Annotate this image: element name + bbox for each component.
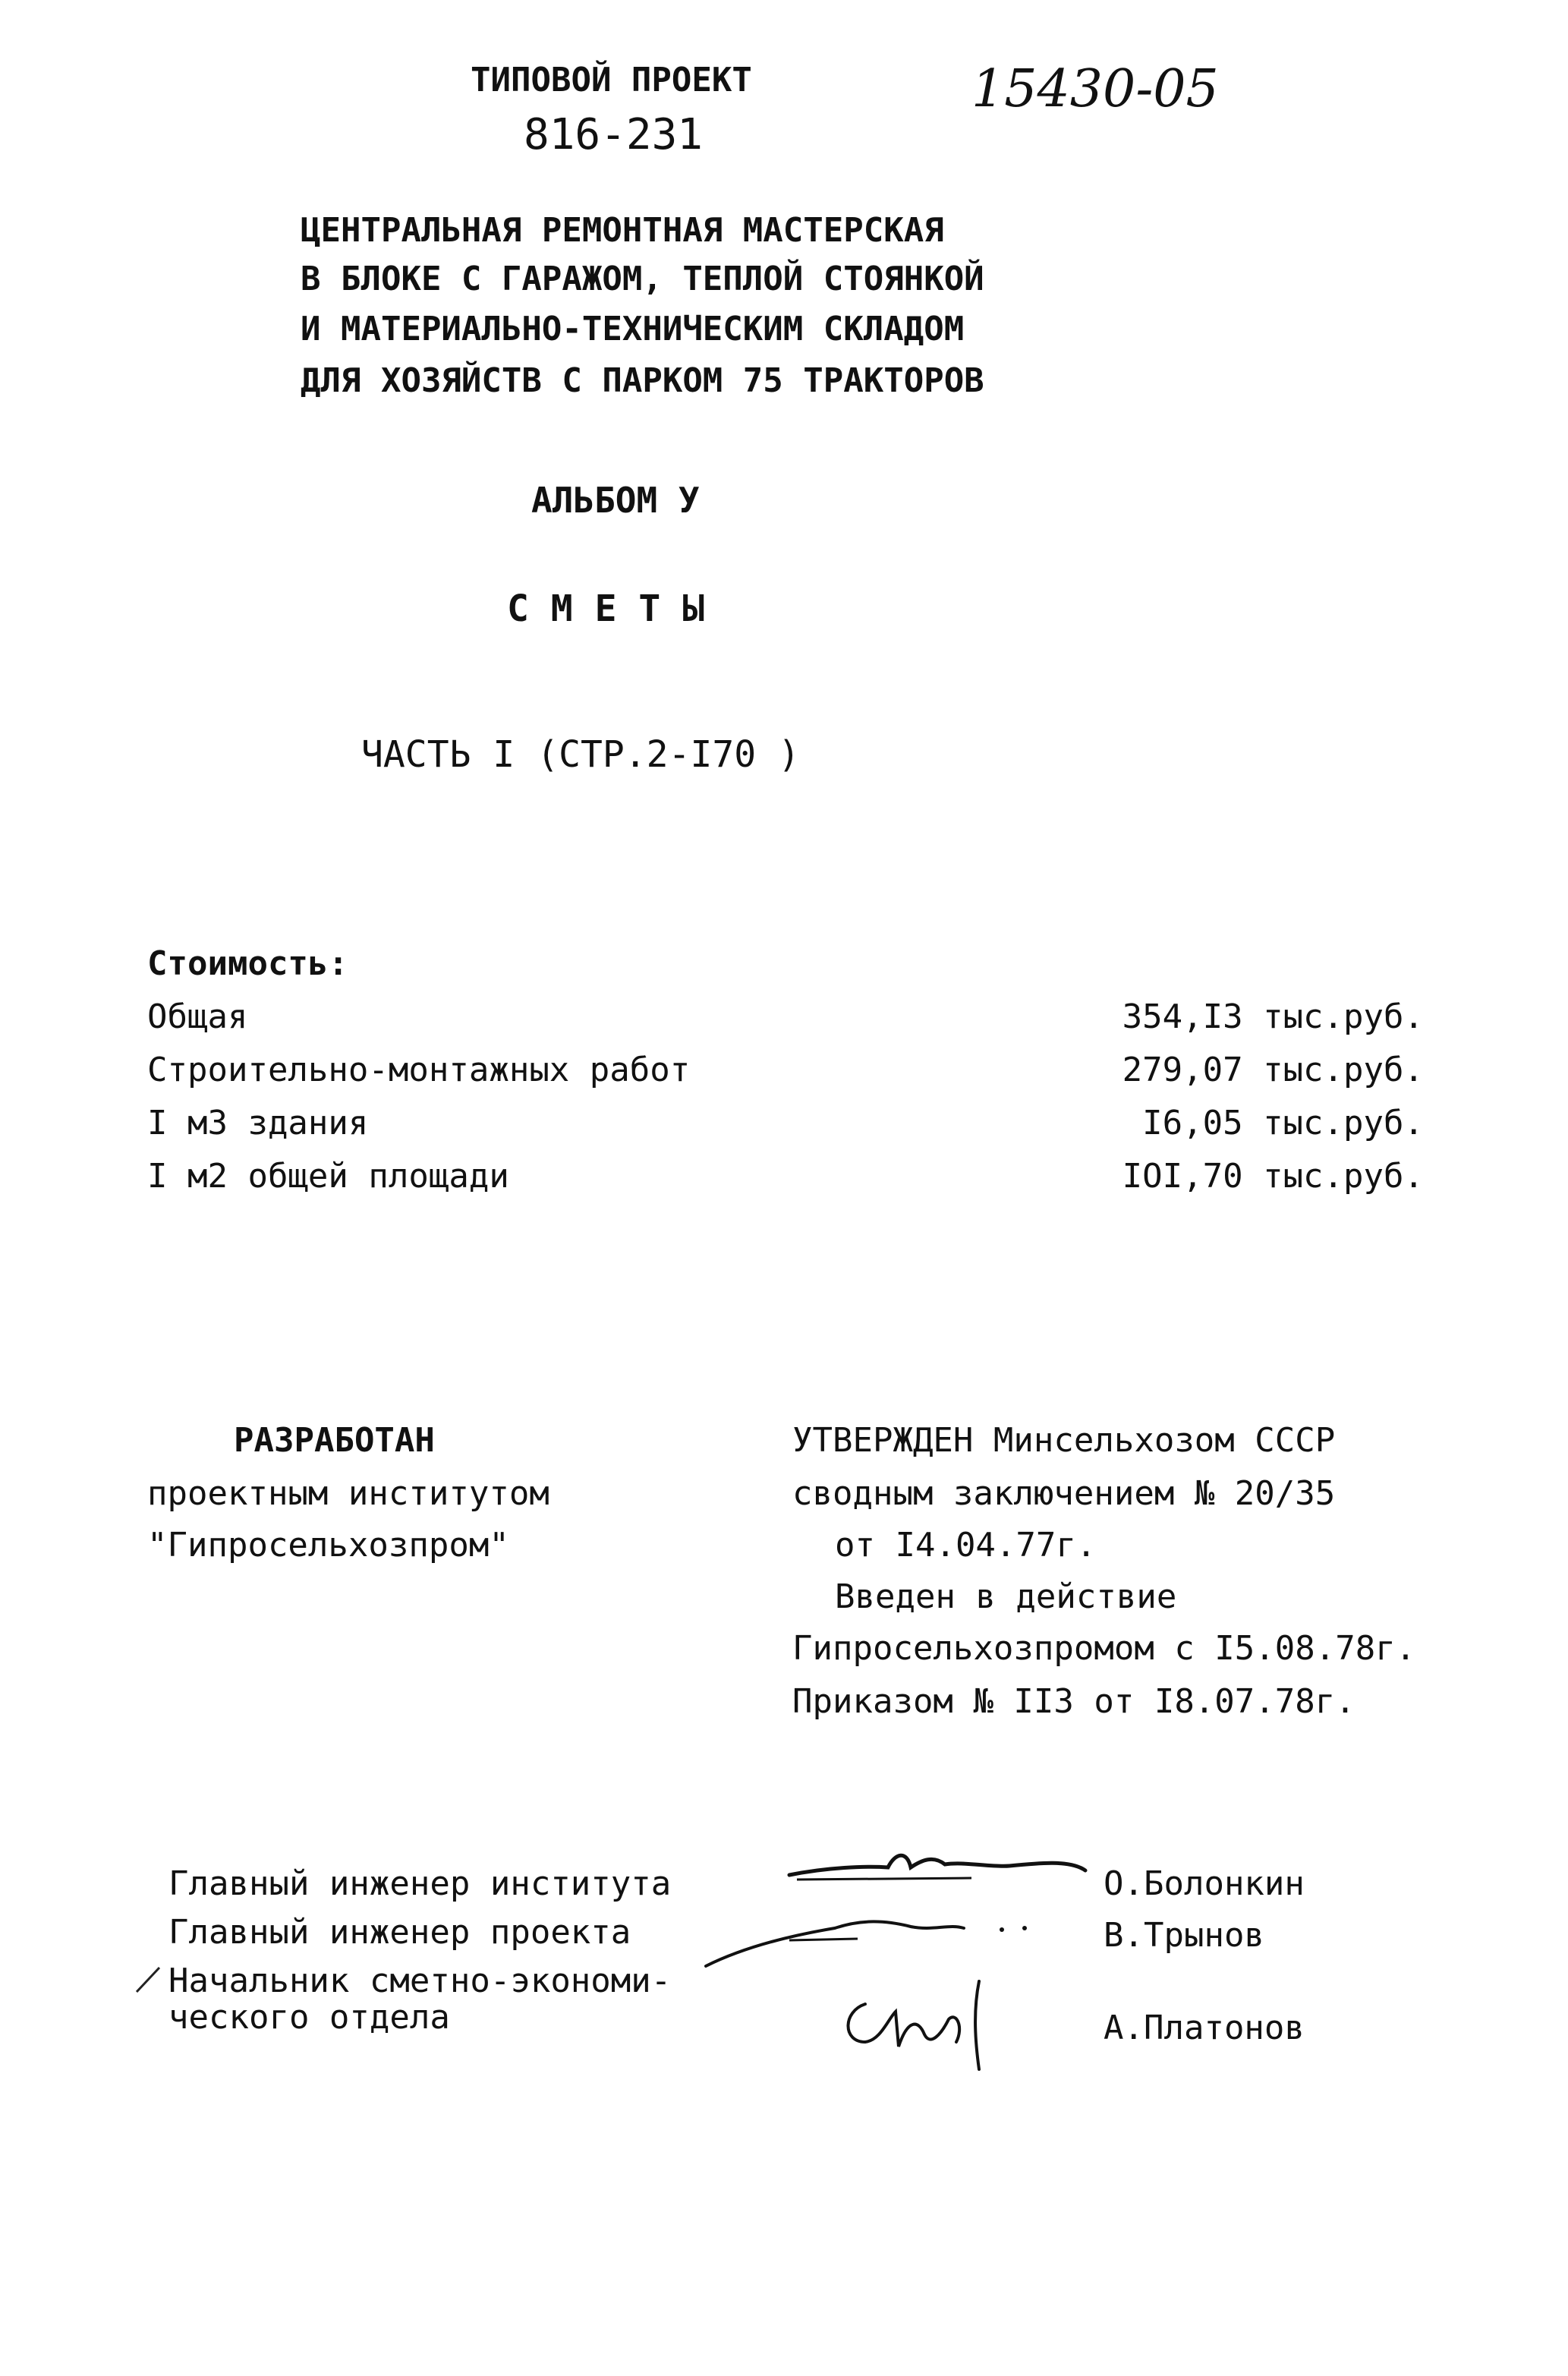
- title-line-1: ЦЕНТРАЛЬНАЯ РЕМОНТНАЯ МАСТЕРСКАЯ: [301, 211, 944, 250]
- cost-row-label: I м2 общей площади: [147, 1157, 509, 1196]
- signature-role: Главный инженер проекта: [168, 1913, 631, 1952]
- signature-role: Начальник сметно-экономи-: [168, 1962, 672, 2000]
- project-number: 816-231: [524, 110, 704, 159]
- project-type-label: ТИПОВОЙ ПРОЕКТ: [471, 61, 752, 99]
- album-label: АЛЬБОМ У: [531, 480, 700, 521]
- cost-row-label: Общая: [147, 997, 248, 1036]
- signature-name: А.Платонов: [1104, 2009, 1305, 2047]
- check-mark-icon: [132, 1965, 162, 1995]
- signature-1-image: [782, 1845, 1100, 1898]
- signature-name: В.Трынов: [1104, 1916, 1264, 1955]
- developed-line-2: "Гипросельхозпром": [147, 1526, 509, 1565]
- cost-row-label: Строительно-монтажных работ: [147, 1051, 691, 1089]
- approved-line-3: от I4.04.77г.: [835, 1526, 1097, 1565]
- approved-line-5: Гипросельхозпромом с I5.08.78г.: [792, 1629, 1416, 1668]
- title-line-3: И МАТЕРИАЛЬНО-ТЕХНИЧЕСКИМ СКЛАДОМ: [301, 310, 965, 348]
- approved-line-2: сводным заключением № 20/35: [792, 1474, 1336, 1513]
- developed-heading: РАЗРАБОТАН: [234, 1421, 435, 1460]
- signature-name: О.Болонкин: [1104, 1864, 1305, 1903]
- cost-row-value: 279,07 тыс.руб.: [1122, 1051, 1424, 1089]
- cost-heading: Стоимость:: [147, 944, 348, 983]
- signature-role: Главный инженер института: [168, 1864, 672, 1903]
- cost-row-label: I м3 здания: [147, 1104, 369, 1142]
- signature-3-image: [835, 1974, 1009, 2072]
- handwritten-code: 15430-05: [971, 59, 1219, 119]
- title-line-4: ДЛЯ ХОЗЯЙСТВ С ПАРКОМ 75 ТРАКТОРОВ: [301, 361, 984, 400]
- cost-row-value: IОI,70 тыс.руб.: [1122, 1157, 1424, 1196]
- cost-row-value: 354,I3 тыс.руб.: [1122, 997, 1424, 1036]
- approved-line-1: УТВЕРЖДЕН Минсельхозом СССР: [792, 1421, 1336, 1460]
- developed-line-1: проектным институтом: [147, 1474, 549, 1513]
- cost-row-value: I6,05 тыс.руб.: [1142, 1104, 1424, 1142]
- approved-line-6: Приказом № II3 от I8.07.78г.: [792, 1682, 1355, 1721]
- part-label: ЧАСТЬ I (СТР.2-I70 ): [361, 733, 800, 776]
- section-title: С М Е Т Ы: [507, 588, 705, 630]
- signature-2-image: [698, 1905, 1047, 1974]
- signature-role-continued: ческого отдела: [168, 1998, 450, 2037]
- approved-line-4: Введен в действие: [835, 1577, 1177, 1616]
- title-line-2: В БЛОКЕ С ГАРАЖОМ, ТЕПЛОЙ СТОЯНКОЙ: [301, 260, 984, 298]
